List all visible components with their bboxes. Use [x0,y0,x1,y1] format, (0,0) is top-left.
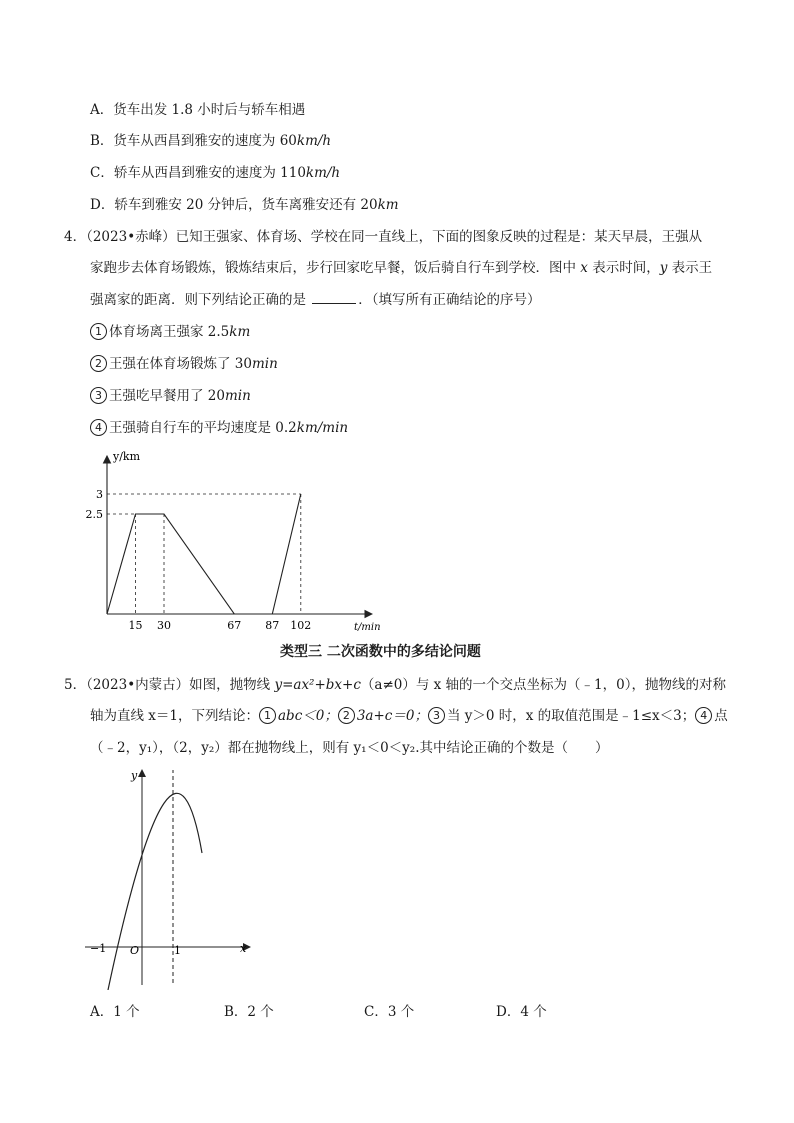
q3-option-d: D．轿车到雅安 20 分钟后，货车离雅安还有 20km [90,197,399,213]
q5-option-b: B．2 个 [224,1004,274,1020]
x-tick-label: 15 [128,619,143,632]
q3-option-b: B．货车从西昌到雅安的速度为 60km/h [90,133,332,149]
origin-label: O [130,944,140,957]
q3-option-a: A．货车出发 1.8 小时后与轿车相遇 [90,102,306,118]
parabola-curve [108,793,202,990]
section-title: 类型三 二次函数中的多结论问题 [280,644,481,660]
q4-statement-2: 2 王强在体育场锻炼了 30min [90,354,278,374]
q4-stem-line1: 4．（2023•赤峰）已知王强家、体育场、学校在同一直线上，下面的图象反映的过程是：某天早晨，王强从 [64,229,703,245]
y-axis-label: y [131,769,138,782]
y-tick-label: 3 [96,488,103,501]
x-tick-label: 102 [290,619,312,632]
x-axis-label: t/min [354,622,381,633]
x-tick-label: 30 [157,619,171,632]
q5-option-a: A．1 个 [90,1004,140,1020]
q4-distance-time-chart [80,448,390,638]
y-tick-label: 2.5 [85,508,103,521]
x-axis-label: x [240,942,247,955]
q5-stem-line3: （﹣2，y₁），（2，y₂）都在抛物线上，则有 y₁＜0＜y₂.其中结论正确的个数是（ ） [90,740,609,756]
answer-blank [312,289,356,304]
one-label: 1 [174,944,181,957]
q5-option-d: D．4 个 [496,1004,547,1020]
q4-stem-line3: 强离家的距离．则下列结论正确的是 ．（填写所有正确结论的序号） [90,289,541,310]
q5-parabola-graph [80,765,260,990]
y-axis-label: y/km [113,450,141,463]
q5-stem-line2: 轴为直线 x＝1，下列结论： 1 abc＜0； 2 3a+c＝0； 3 当 y＞0 时，x 的取值范围是﹣1≤x＜3； 4 点 [90,708,728,724]
q4-stem-line2: 家跑步去体育场锻炼，锻炼结束后，步行回家吃早餐，饭后骑自行车到学校．图中 x 表示时间，y 表示王 [90,260,713,276]
q5-stem-line1: 5．（2023•内蒙古）如图，抛物线 y=ax²+bx+c（a≠0）与 x 轴的一个交点坐标为（﹣1，0），抛物线的对称 [64,677,726,693]
x-tick-label: 67 [227,619,242,632]
distance-series-line [107,494,301,614]
neg-one-label: −1 [90,942,107,955]
x-tick-label: 87 [265,619,280,632]
q5-option-c: C．3 个 [364,1004,415,1020]
q3-option-c: C．轿车从西昌到雅安的速度为 110km/h [90,165,341,181]
q4-statement-3: 3 王强吃早餐用了 20min [90,386,251,406]
q4-statement-4: 4 王强骑自行车的平均速度是 0.2km/min [90,418,348,438]
q4-statement-1: 1 体育场离王强家 2.5km [90,322,250,342]
